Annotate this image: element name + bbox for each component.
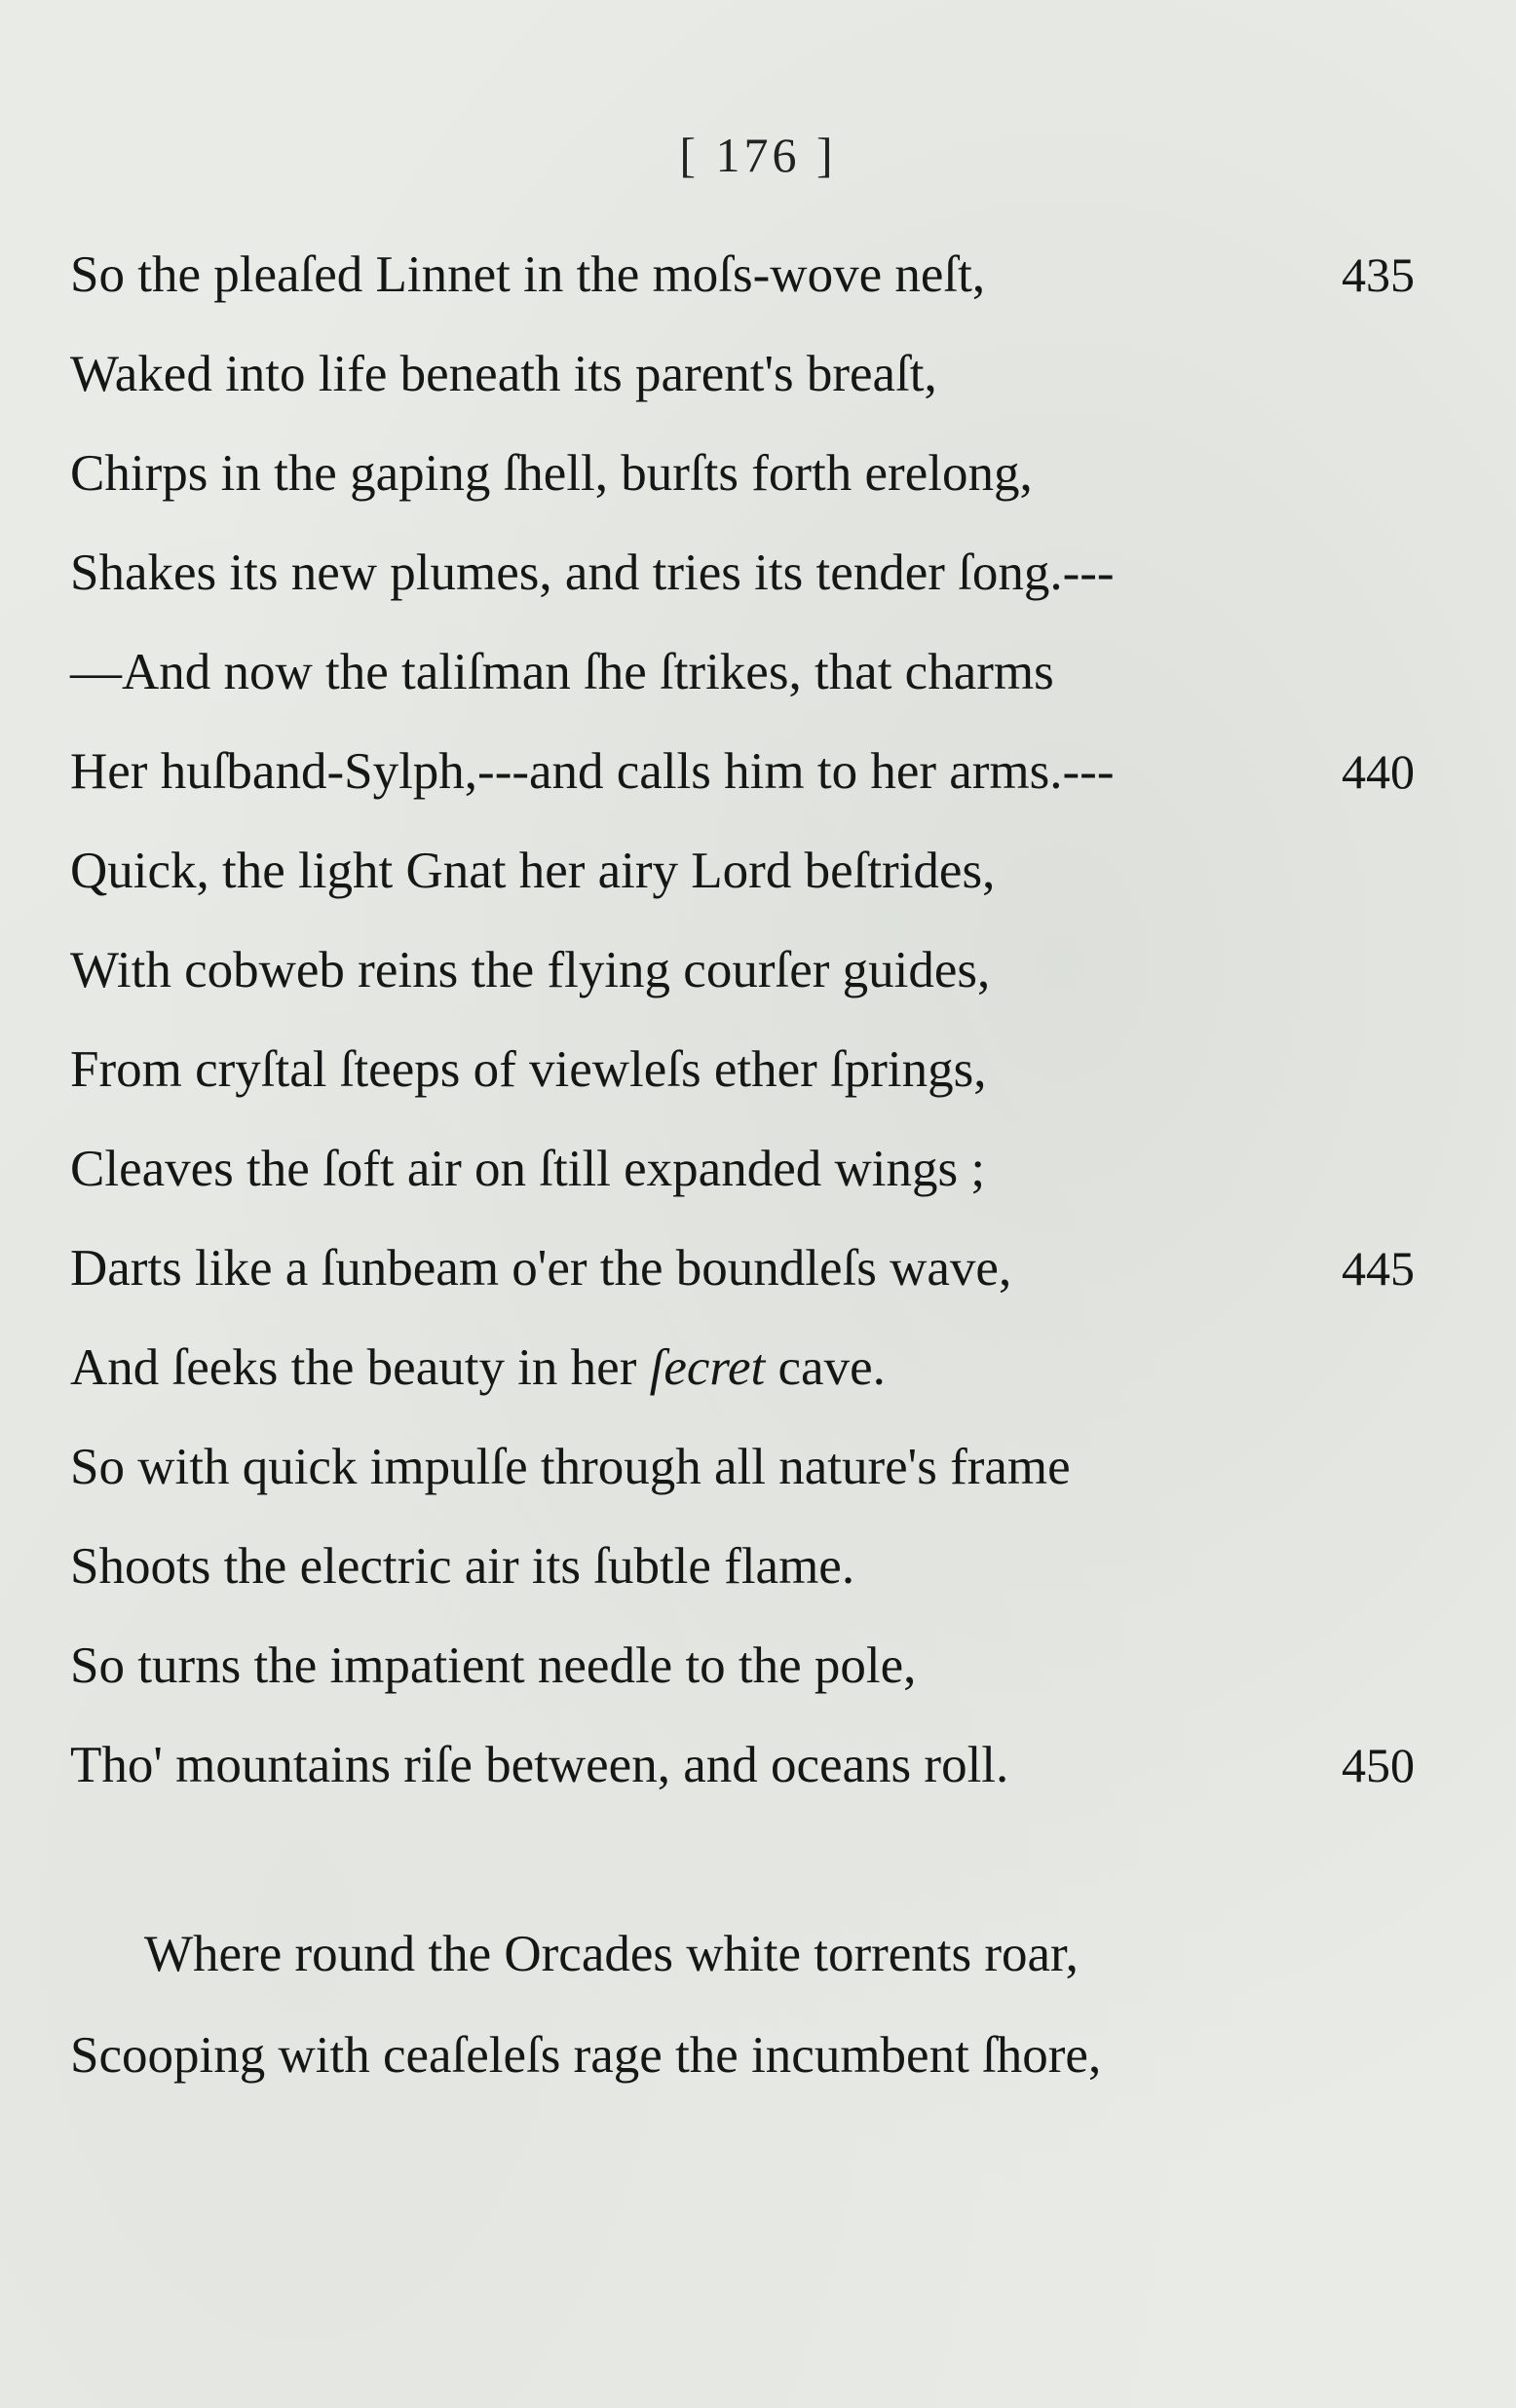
page-number: [ 176 ] — [679, 128, 837, 182]
verse-line — [70, 1716, 1415, 1814]
verse-line — [70, 723, 1415, 820]
verse-line — [70, 1518, 1415, 1615]
verse-text: Her huſband-Sylph,---and calls him to her arms.--- — [70, 743, 1115, 800]
verse-text: So the pleaſed Linnet in the moſs-wove neſt, — [70, 246, 986, 303]
verse-line — [70, 226, 1415, 323]
verse-line — [70, 2007, 1415, 2104]
verse-text: From cryſtal ſteeps of viewleſs ether ſprings, — [70, 1041, 987, 1098]
italic-word: ſecret — [649, 1339, 766, 1396]
verse-text: Where round the Orcades white torrents roar, — [144, 1926, 1079, 1982]
verse-text: Tho' mountains riſe between, and oceans roll. — [70, 1737, 1009, 1793]
verse-line — [70, 822, 1415, 920]
verse-text: Waked into life beneath its parent's breaſt, — [70, 346, 937, 402]
verse-text-start: And ſeeks the beauty in her — [70, 1339, 650, 1396]
verse-text: With cobweb reins the flying courſer guides, — [70, 942, 991, 998]
verse-line — [70, 922, 1415, 1019]
verse-line — [70, 425, 1415, 522]
verse-text-end: cave. — [765, 1339, 886, 1396]
verse-text — [70, 1319, 886, 1416]
verse-line — [70, 623, 1415, 721]
verse-line — [70, 1617, 1415, 1714]
verse-text: So turns the impatient needle to the pole, — [70, 1637, 917, 1694]
verse-text: Darts like a ſunbeam o'er the boundleſs wave, — [70, 1240, 1012, 1297]
verse-line — [70, 325, 1415, 423]
line-number: 445 — [1342, 1241, 1415, 1296]
verse-line — [70, 1319, 1415, 1416]
line-number: 450 — [1342, 1738, 1415, 1792]
verse-text: Cleaves the ſoft air on ſtill expanded wings ; — [70, 1141, 986, 1197]
verse-line — [70, 1021, 1415, 1118]
verse-text: So with quick impulſe through all nature's frame — [70, 1439, 1071, 1495]
verse-text: Quick, the light Gnat her airy Lord beſtrides, — [70, 843, 996, 899]
verse-line — [70, 1120, 1415, 1218]
verse-text: Shoots the electric air its ſubtle flame. — [70, 1538, 855, 1595]
verse-line — [70, 1905, 1415, 2003]
verse-line — [70, 1220, 1415, 1317]
line-number: 435 — [1342, 247, 1415, 302]
verse-line — [70, 524, 1415, 621]
verse-text: Chirps in the gaping ſhell, burſts forth erelong, — [70, 445, 1033, 502]
verse-text: —And now the taliſman ſhe ſtrikes, that charms — [70, 644, 1054, 700]
line-number: 440 — [1342, 744, 1415, 799]
verse-line — [70, 1418, 1415, 1516]
verse-text: Scooping with ceaſeleſs rage the incumbent ſhore, — [70, 2027, 1102, 2084]
verse-text: Shakes its new plumes, and tries its tender ſong.--- — [70, 545, 1115, 601]
